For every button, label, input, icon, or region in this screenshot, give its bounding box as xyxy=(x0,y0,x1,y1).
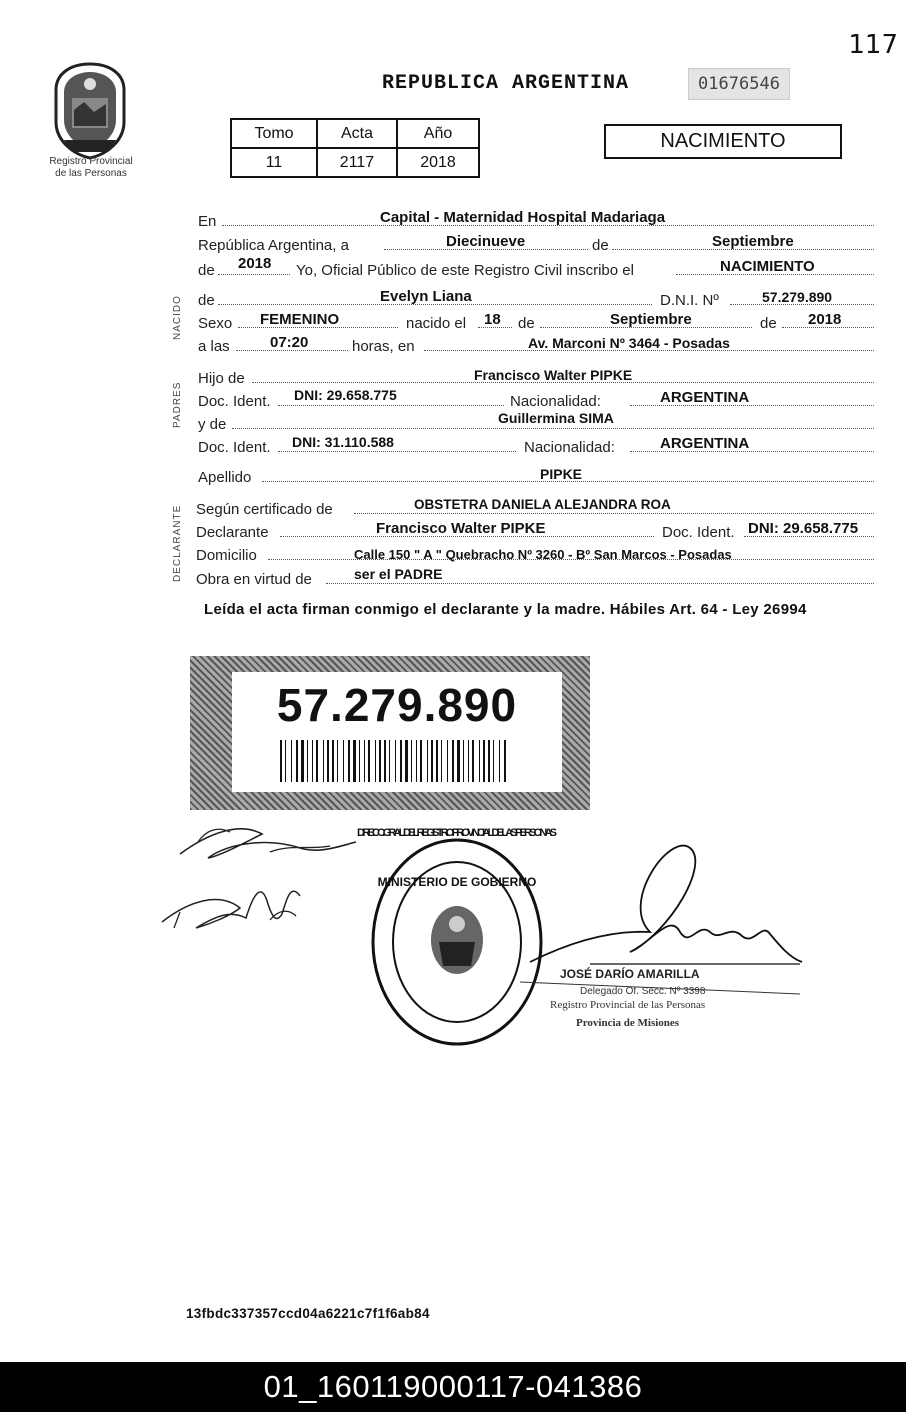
official-seal xyxy=(373,840,541,1044)
row-lugar: En Capital - Maternidad Hospital Madariaga xyxy=(198,208,874,230)
barcode-bar xyxy=(375,740,376,782)
barcode-icon xyxy=(280,740,510,782)
row-domicilio: Domicilio Calle 150 " A " Quebracho Nº 3260 - Bº San Marcos - Posadas xyxy=(198,542,874,564)
barcode-bar xyxy=(488,740,490,782)
barcode-bar xyxy=(348,740,350,782)
row-nombre: de Evelyn Liana D.N.I. Nº 57.279.890 xyxy=(198,287,874,309)
barcode-bar xyxy=(468,740,469,782)
row-acto: de 2018 Yo, Oficial Público de este Registro Civil inscribo el NACIMIENTO xyxy=(198,257,874,279)
barcode-bar xyxy=(416,740,417,782)
barcode-bar xyxy=(301,740,304,782)
barcode-bar xyxy=(447,740,448,782)
value-dni: 57.279.890 xyxy=(762,289,833,305)
value-padre-nacionalidad: ARGENTINA xyxy=(660,389,750,406)
official-name: JOSÉ DARÍO AMARILLA xyxy=(560,967,700,981)
value-acto: NACIMIENTO xyxy=(720,258,815,275)
document-hash: 13fbdc337357ccd04a6221c7f1f6ab84 xyxy=(186,1306,430,1321)
barcode-bar xyxy=(395,740,396,782)
official-signature xyxy=(530,846,802,962)
header-acta: Acta xyxy=(317,119,397,148)
barcode-bar xyxy=(499,740,500,782)
value-nac-anio: 2018 xyxy=(808,311,842,328)
barcode-bar xyxy=(280,740,282,782)
section-label-declarante: DECLARANTE xyxy=(172,504,183,582)
barcode-bar xyxy=(389,740,390,782)
official-province: Provincia de Misiones xyxy=(576,1017,680,1029)
footer-file-id: 01_160119000117-041386 xyxy=(0,1362,906,1412)
dni-stamp xyxy=(190,656,590,810)
value-hora: 07:20 xyxy=(270,334,309,351)
barcode-bar xyxy=(400,740,402,782)
official-office: Registro Provincial de las Personas xyxy=(550,999,706,1011)
misiones-coat-of-arms-logo xyxy=(50,60,130,160)
value-madre: Guillermina SIMA xyxy=(498,410,614,426)
barcode-bar xyxy=(368,740,370,782)
barcode-bar xyxy=(291,740,292,782)
row-madre: y de Guillermina SIMA xyxy=(198,411,874,433)
value-tomo: 11 xyxy=(231,148,317,177)
value-anio: 2018 xyxy=(238,255,272,272)
barcode-bar xyxy=(452,740,454,782)
row-declarante: Declarante Francisco Walter PIPKE Doc. Ident. DNI: 29.658.775 xyxy=(198,519,874,541)
barcode-bar xyxy=(479,740,480,782)
value-mes: Septiembre xyxy=(712,233,794,250)
barcode-bar xyxy=(337,740,338,782)
serial-number: 01676546 xyxy=(688,68,790,100)
header-anio: Año xyxy=(397,119,479,148)
value-madre-nacionalidad: ARGENTINA xyxy=(660,435,750,452)
barcode-bar xyxy=(296,740,298,782)
value-declarante: Francisco Walter PIPKE xyxy=(376,520,546,537)
value-nac-mes: Septiembre xyxy=(610,311,692,328)
value-nac-dia: 18 xyxy=(484,311,501,328)
record-type-box: NACIMIENTO xyxy=(604,124,842,159)
value-padre: Francisco Walter PIPKE xyxy=(474,367,633,383)
seal-outer-text: DIRECC. GRAL. DEL REGISTRO PROVINCIAL DE LAS PERSONAS xyxy=(357,827,557,839)
value-lugar: Capital - Maternidad Hospital Madariaga xyxy=(380,209,666,226)
legal-text: Leída el acta firman conmigo el declarante y la madre. Hábiles Art. 64 - Ley 26994 xyxy=(204,601,807,618)
value-acta: 2117 xyxy=(317,148,397,177)
barcode-bar xyxy=(427,740,428,782)
barcode-bar xyxy=(307,740,308,782)
dni-stamp-number: 57.279.890 xyxy=(276,679,518,731)
barcode-bar xyxy=(436,740,438,782)
section-label-nacido: NACIDO xyxy=(172,295,183,340)
value-nombre: Evelyn Liana xyxy=(380,288,472,305)
mother-signature xyxy=(162,891,300,928)
row-certificado: Según certificado de OBSTETRA DANIELA ALEJANDRA ROA xyxy=(198,496,874,518)
barcode-bar xyxy=(359,740,360,782)
barcode-bar xyxy=(379,740,381,782)
value-madre-doc: DNI: 31.110.588 xyxy=(292,434,394,450)
barcode-bar xyxy=(493,740,494,782)
barcode-bar xyxy=(457,740,460,782)
value-domicilio: Calle 150 " A " Quebracho Nº 3260 - Bº San Marcos - Posadas xyxy=(354,547,732,562)
barcode-bar xyxy=(405,740,408,782)
barcode-bar xyxy=(483,740,485,782)
value-lugar-nacimiento: Av. Marconi Nº 3464 - Posadas xyxy=(528,335,730,351)
barcode-bar xyxy=(343,740,344,782)
signatures-and-seal xyxy=(150,812,830,1052)
header-tomo: Tomo xyxy=(231,119,317,148)
document-title: REPUBLICA ARGENTINA xyxy=(382,72,630,95)
value-obra: ser el PADRE xyxy=(354,566,443,582)
logo-caption: Registro Provincial de las Personas xyxy=(49,156,133,179)
official-role: Delegado Of. Secc. Nº 3398 xyxy=(580,986,706,997)
section-label-padres: PADRES xyxy=(172,381,183,428)
barcode-bar xyxy=(504,740,506,782)
row-padre: Hijo de Francisco Walter PIPKE xyxy=(198,365,874,387)
value-declarante-doc: DNI: 29.658.775 xyxy=(748,520,859,537)
barcode-bar xyxy=(472,740,474,782)
row-fecha: República Argentina, a Diecinueve de Septiembre xyxy=(198,232,874,254)
barcode-bar xyxy=(353,740,356,782)
row-obra: Obra en virtud de ser el PADRE xyxy=(198,566,874,588)
row-hora: a las 07:20 horas, en Av. Marconi Nº 3464 - Posadas xyxy=(198,333,874,355)
value-dia: Diecinueve xyxy=(446,233,526,250)
value-certificado: OBSTETRA DANIELA ALEJANDRA ROA xyxy=(414,497,671,512)
value-sexo: FEMENINO xyxy=(260,311,340,328)
barcode-bar xyxy=(323,740,324,782)
row-sexo: Sexo FEMENINO nacido el 18 de Septiembre de 2018 xyxy=(198,310,874,332)
barcode-bar xyxy=(364,740,365,782)
barcode-bar xyxy=(316,740,318,782)
barcode-bar xyxy=(332,740,334,782)
registry-table xyxy=(230,118,480,178)
value-padre-doc: DNI: 29.658.775 xyxy=(294,387,397,403)
barcode-bar xyxy=(431,740,433,782)
row-madre-doc: Doc. Ident. DNI: 31.110.588 Nacionalidad: ARGENTINA xyxy=(198,434,874,456)
barcode-bar xyxy=(463,740,464,782)
barcode-bar xyxy=(285,740,286,782)
page-number: 117 xyxy=(848,30,898,60)
barcode-bar xyxy=(441,740,442,782)
row-apellido: Apellido PIPKE xyxy=(198,464,874,486)
barcode-bar xyxy=(384,740,386,782)
value-apellido: PIPKE xyxy=(540,466,583,482)
barcode-bar xyxy=(312,740,313,782)
barcode-bar xyxy=(411,740,412,782)
barcode-bar xyxy=(420,740,422,782)
value-anio: 2018 xyxy=(397,148,479,177)
seal-inner-text: MINISTERIO DE GOBIERNO xyxy=(377,875,537,889)
barcode-bar xyxy=(327,740,329,782)
row-padre-doc: Doc. Ident. DNI: 29.658.775 Nacionalidad: ARGENTINA xyxy=(198,388,874,410)
